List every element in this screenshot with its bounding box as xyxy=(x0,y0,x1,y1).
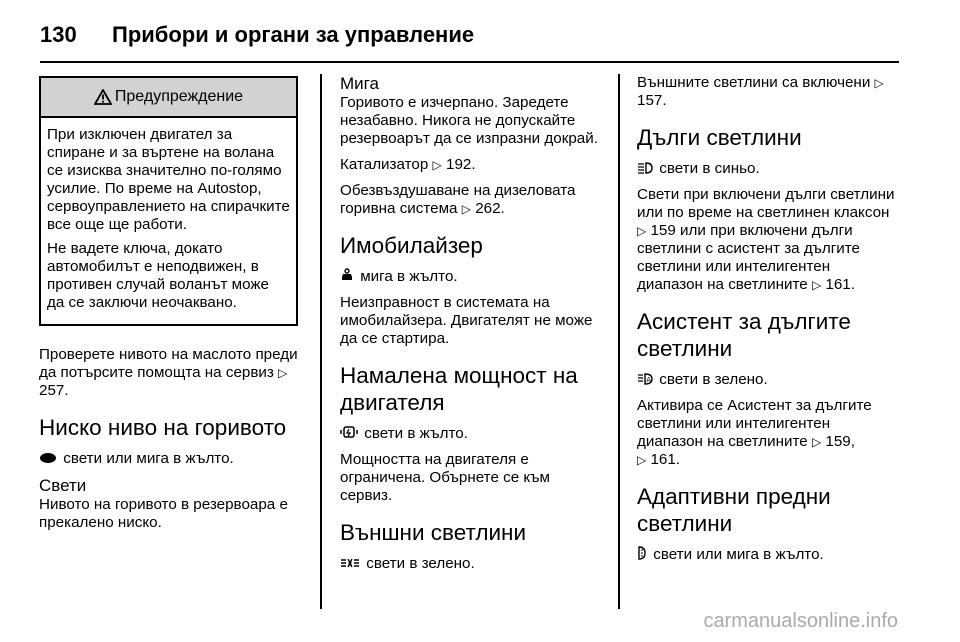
immobiliser-car-key-icon xyxy=(340,268,354,282)
warning-triangle-icon xyxy=(94,89,112,105)
watermark: carmanualsonline.info xyxy=(703,610,898,632)
adaptive-lights-heading: Адаптивни предни светлини xyxy=(637,484,831,536)
page-header xyxy=(40,22,474,48)
reference-arrow-icon: ▷ xyxy=(278,366,288,380)
immobiliser-paragraph: Неизправност в системата на имобилайзера. Двигателят не може да се стартира. xyxy=(340,294,593,347)
header-rule xyxy=(40,61,899,63)
reduced-power-heading: Намалена мощност на двигателя xyxy=(340,363,578,415)
reference-arrow-icon: ▷ xyxy=(874,76,884,90)
warning-body xyxy=(41,118,296,324)
reduced-power-status: свети в жълто. xyxy=(340,425,602,443)
fuel-drop-icon xyxy=(39,452,57,464)
lights-subheading: Свети xyxy=(39,476,87,495)
low-fuel-status: свети или мига в жълто. xyxy=(39,450,303,468)
page-title: Прибори и органи за управление xyxy=(112,22,475,47)
oil-check-paragraph: Проверете нивото на маслото преди да потърсите помощта на сервиз ▷ 257. xyxy=(39,346,298,399)
warning-header xyxy=(41,78,296,118)
reference-arrow-icon: ▷ xyxy=(637,224,647,238)
high-beam-icon xyxy=(637,162,653,174)
exterior-lights-heading: Външни светлини xyxy=(340,520,527,545)
high-beam-assist-heading: Асистент за дългите светлини xyxy=(637,309,851,361)
page-number: 130 xyxy=(40,22,77,47)
high-beam-assist-status: A свети в зелено. xyxy=(637,371,899,389)
reference-arrow-icon: ▷ xyxy=(637,453,647,467)
adaptive-lights-icon xyxy=(637,546,647,560)
exterior-lights-status: свети в зелено. xyxy=(340,555,602,573)
reference-arrow-icon: ▷ xyxy=(461,202,471,216)
warning-title: Предупреждение xyxy=(114,88,244,105)
high-beam-status: свети в синьо. xyxy=(637,160,899,178)
catalyst-paragraph: Катализатор ▷ 192. xyxy=(340,156,476,173)
column-2 xyxy=(340,74,602,581)
reduced-power-engine-icon xyxy=(340,425,358,439)
exterior-lights-icon xyxy=(340,557,360,569)
column-1 xyxy=(39,74,303,540)
diesel-paragraph: Обезвъздушаване на дизеловата горивна система ▷ 262. xyxy=(340,182,576,217)
high-beam-assist-icon xyxy=(637,373,653,385)
warning-paragraph: При изключен двигател за спиране и за въртене на волана се изисква значително по-голямо усилие. По време на Autostop, сервоуправлението на спирачките все още ще работи. xyxy=(47,126,290,233)
blinks-subheading: Мига xyxy=(340,74,379,93)
column-separator xyxy=(320,74,322,609)
reference-arrow-icon: ▷ xyxy=(811,435,822,449)
column-3 xyxy=(637,74,899,572)
reference-arrow-icon: ▷ xyxy=(811,278,822,292)
high-beam-heading: Дълги светлини xyxy=(637,125,802,150)
column-separator xyxy=(618,74,620,609)
warning-paragraph: Не вадете ключа, докато автомобилът е неподвижен, в противен случай воланът може да се заключи неочаквано. xyxy=(47,240,269,311)
immobiliser-heading: Имобилайзер xyxy=(340,233,483,258)
high-beam-assist-paragraph: Активира се Асистент за дългите светлини или интелигентен диапазон на светлините ▷ 159, ▷ 161. xyxy=(637,397,872,468)
blinks-paragraph: Горивото е изчерпано. Заредете незабавно. Никога не допускайте резервоарът да се изпразни докрай. xyxy=(340,94,598,147)
reference-arrow-icon: ▷ xyxy=(432,158,442,172)
high-beam-paragraph: Свети при включени дълги светлини или по време на светлинен клаксон ▷ 159 или при включени дълги светлини с асистент за дългите светлини или интелигентен диапазон на светлините ▷ 161. xyxy=(637,186,895,293)
svg-text:A: A xyxy=(646,376,651,384)
lights-paragraph: Нивото на горивото в резервоара е прекалено ниско. xyxy=(39,496,288,531)
warning-box xyxy=(39,76,298,326)
reduced-power-paragraph: Мощността на двигателя е ограничена. Обърнете се към сервиз. xyxy=(340,451,550,504)
adaptive-lights-status: свети или мига в жълто. xyxy=(637,546,899,564)
low-fuel-heading: Ниско ниво на горивото xyxy=(39,415,287,440)
exterior-lights-paragraph: Външните светлини са включени ▷ 157. xyxy=(637,74,884,109)
immobiliser-status: мига в жълто. xyxy=(340,268,602,286)
